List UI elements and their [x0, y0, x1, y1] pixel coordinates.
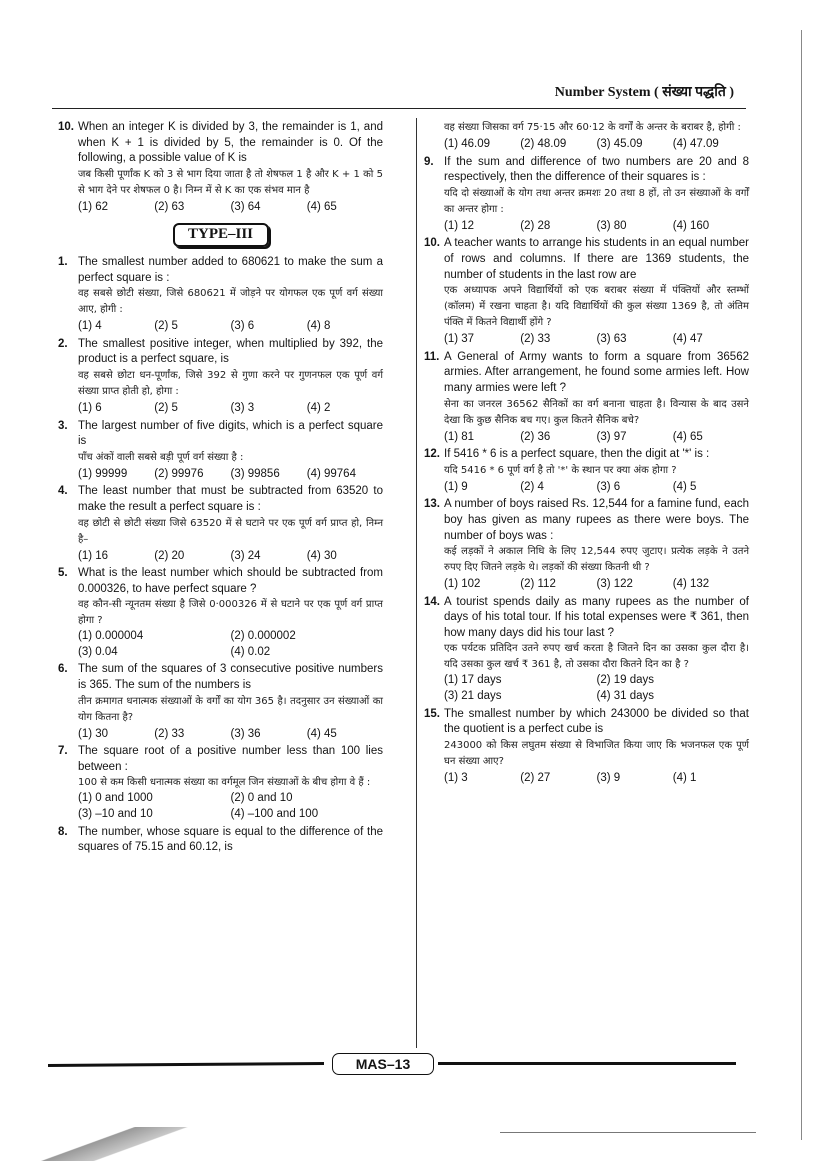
scan-artifact [28, 1127, 198, 1161]
question-text-hindi: वह कौन-सी न्यूनतम संख्या है जिसे 0·000326 में से घटाने पर एक पूर्ण वर्ग प्राप्त होगा ? [78, 599, 383, 627]
option: (1) 62 [78, 200, 109, 213]
option: (1) 17 days [444, 674, 502, 687]
question-text-hindi: 243000 को किस लघुतम संख्या से विभाजित किया जाए कि भजनफल एक पूर्ण घन संख्या आए? [444, 739, 749, 767]
option: (4) 1 [672, 771, 697, 784]
option: (4) 132 [672, 578, 710, 591]
question-item [58, 419, 383, 483]
option: (1) 102 [444, 578, 481, 591]
option: (3) 80 [596, 219, 627, 232]
question-number: 2. [58, 337, 68, 350]
question-text-english: The sum of the squares of 3 consecutive positive numbers is 365. The sum of the numbers is [78, 663, 383, 692]
option: (2) 99976 [154, 467, 204, 480]
option: (1) 99999 [78, 467, 128, 480]
options-row [78, 467, 383, 483]
question-text-english: The least number that must be subtracted from 63520 to make the result a perfect square is : [78, 485, 383, 513]
options-row [78, 319, 383, 335]
question-text-hindi: जब किसी पूर्णांक K को 3 से भाग दिया जाता है तो शेषफल 1 है और K + 1 को 5 से भाग देने पर शेषफल 0 है। निम्न में से K का एक संभव मान है [78, 168, 383, 196]
question-text-english: When an integer K is divided by 3, the remainder is 1, and when K + 1 is divided by 5, the remainder is 0. Of the following, a possible value of K is [78, 121, 383, 165]
option: (2) 112 [520, 578, 556, 591]
question-item [424, 447, 749, 495]
option: (4) 0.02 [230, 645, 271, 658]
option: (3) 24 [230, 549, 261, 562]
question-number: 6. [58, 663, 68, 676]
question-text-english: The smallest number by which 243000 be divided so that the quotient is a perfect cube is [444, 707, 749, 736]
option: (2) 33 [520, 333, 551, 346]
option: (4) 160 [672, 219, 710, 232]
option: (4) 99764 [306, 467, 356, 480]
left-pre-questions [58, 120, 383, 215]
question-number: 14. [424, 595, 440, 608]
option: (3) 21 days [444, 690, 502, 703]
option: (3) 63 [596, 333, 627, 346]
option: (3) 36 [230, 727, 261, 740]
options-row [444, 430, 749, 446]
page-number: MAS–13 [332, 1053, 434, 1075]
question-text-hindi: वह सबसे छोटा धन-पूर्णांक, जिसे 392 से गुणा करने पर गुणनफल एक पूर्ण वर्ग संख्या प्राप्त होती हो, होगा : [78, 369, 383, 397]
option: (4) 5 [672, 480, 697, 493]
option: (3) 6 [596, 480, 621, 493]
option: (2) 36 [520, 430, 551, 443]
options-grid [444, 673, 749, 704]
question-number: 8. [58, 825, 68, 838]
question-number: 1. [58, 255, 68, 268]
options-row [444, 480, 749, 496]
question-text-english: The smallest positive integer, when multiplied by 392, the product is a perfect square, is [78, 337, 383, 366]
options-row [78, 549, 383, 565]
question-number: 10. [424, 237, 440, 250]
question-text-english: A tourist spends daily as many rupees as the number of days of his total tour. If his total expenses were ₹ 361, then how many days did his tour last ? [444, 595, 749, 639]
question-item [424, 497, 749, 592]
options-row [444, 332, 749, 348]
option: (4) 30 [306, 549, 337, 562]
option: (3) 99856 [230, 467, 280, 480]
question-item [424, 707, 749, 787]
question-text-english: What is the least number which should be subtracted from 0.000326, to have perfect square ? [78, 567, 383, 595]
option: (1) 0 and 1000 [78, 792, 153, 805]
bottom-rule [500, 1132, 756, 1133]
option: (2) 4 [520, 480, 544, 493]
options-grid [78, 629, 383, 660]
question-item [58, 744, 383, 822]
question-text-hindi: एक अध्यापक अपने विद्यार्थियों को एक बराबर संख्या में पंक्तियों और स्तम्भों (कॉलम) में रखना चाहता है। यदि विद्यार्थियों की कुल संख्या 1369 है, तो अंतिम पंक्ति में कितने विद्यार्थी होंगे ? [444, 285, 749, 329]
option: (2) 20 [154, 549, 185, 562]
question-number: 15. [424, 707, 440, 720]
option: (1) 30 [78, 727, 109, 740]
option: (2) 5 [154, 401, 178, 414]
option: (1) 37 [444, 333, 475, 346]
option: (3) 97 [596, 430, 627, 443]
option: (1) 16 [78, 549, 109, 562]
scan-edge [801, 30, 802, 1140]
question-item [424, 120, 749, 153]
option: (4) 8 [306, 320, 331, 333]
option: (4) 45 [306, 727, 337, 740]
question-text-english: A number of boys raised Rs. 12,544 for a famine fund, each boy has given as many rupees as there were boys. The number of boys was : [444, 498, 749, 542]
question-text-english: The largest number of five digits, which is a perfect square is [78, 419, 383, 448]
options-row [444, 771, 749, 787]
question-text-hindi: वह छोटी से छोटी संख्या जिसे 63520 में से घटाने पर एक पूर्ण वर्ग प्राप्त हो, निम्न है– [78, 517, 383, 545]
question-text-hindi: यदि दो संख्याओं के योग तथा अन्तर क्रमशः 20 तथा 8 हों, तो उन संख्याओं के वर्गों का अन्तर होगा : [444, 187, 749, 215]
question-number: 5. [58, 567, 68, 580]
question-number: 12. [424, 448, 440, 461]
options-row [78, 727, 383, 743]
question-text-hindi: वह सबसे छोटी संख्या, जिसे 680621 में जोड़ने पर योगफल एक पूर्ण वर्ग संख्या आए, होगी : [78, 288, 383, 316]
option: (2) 0 and 10 [230, 792, 293, 805]
option: (1) 3 [444, 771, 468, 784]
option: (4) 47.09 [672, 138, 719, 150]
option: (3) 3 [230, 401, 255, 414]
question-item [424, 155, 749, 235]
options-row [78, 200, 383, 216]
question-text-english: A General of Army wants to form a square from 36562 armies. After arrangement, he found some armies left. How many armies were left ? [444, 350, 749, 394]
option: (2) 33 [154, 727, 185, 740]
option: (1) 9 [444, 480, 468, 493]
footer-rule-left [48, 1062, 324, 1067]
option: (4) 47 [672, 333, 703, 346]
question-text-english: If 5416 * 6 is a perfect square, then the digit at '*' is : [444, 448, 710, 461]
right-questions [424, 120, 749, 786]
question-number: 10. [58, 121, 74, 133]
option: (1) 6 [78, 401, 102, 414]
option: (2) 28 [520, 219, 551, 232]
question-number: 11. [424, 350, 440, 363]
question-text-hindi: तीन क्रमागत धनात्मक संख्याओं के वर्गों का योग 365 है। तदनुसार उन संख्याओं का योग कितना है? [78, 695, 383, 723]
option: (1) 0.000004 [78, 630, 144, 643]
option: (1) 81 [444, 430, 475, 443]
option: (3) 45.09 [596, 138, 643, 150]
right-column [424, 120, 749, 788]
option: (1) 12 [444, 219, 475, 232]
option: (4) 65 [672, 430, 703, 443]
option: (1) 46.09 [444, 138, 491, 150]
option: (4) –100 and 100 [230, 808, 319, 821]
type-heading: TYPE–III [173, 223, 269, 247]
option: (2) 27 [520, 771, 551, 784]
question-text-english: The square root of a positive number less than 100 lies between : [78, 745, 383, 773]
option: (3) –10 and 10 [78, 808, 153, 821]
question-item [424, 595, 749, 705]
option: (3) 122 [596, 578, 633, 591]
question-number: 13. [424, 498, 440, 511]
question-text-hindi: यदि 5416 * 6 पूर्ण वर्ग है तो '*' के स्थान पर क्या अंक होगा ? [444, 464, 677, 476]
question-item [424, 350, 749, 445]
question-item [58, 566, 383, 660]
option: (4) 65 [306, 200, 337, 213]
question-item [58, 255, 383, 335]
question-text-english: The number, whose square is equal to the difference of the squares of 75.15 and 60.12, is [78, 825, 383, 854]
question-text-hindi: 100 से कम किसी धनात्मक संख्या का वर्गमूल जिन संख्याओं के बीच होगा वे हैं : [78, 777, 371, 789]
question-number: 9. [424, 155, 434, 168]
question-text-hindi: कई लड़कों ने अकाल निधि के लिए 12,544 रुपए जुटाए। प्रत्येक लड़के ने उतने रुपए दिए जितने लड़के थे। लड़कों की संख्या कितनी थी ? [444, 546, 749, 574]
question-number: 4. [58, 485, 68, 498]
question-item [58, 662, 383, 742]
question-text-english: The smallest number added to 680621 to make the sum a perfect square is : [78, 255, 383, 284]
option: (2) 19 days [596, 674, 655, 687]
column-divider [416, 118, 417, 1048]
question-text-english: If the sum and difference of two numbers are 20 and 8 respectively, then the difference of their squares is : [444, 155, 749, 184]
option: (3) 64 [230, 200, 261, 213]
option: (1) 4 [78, 320, 102, 333]
options-row [444, 577, 749, 593]
question-number: 3. [58, 419, 68, 432]
option: (2) 0.000002 [230, 630, 296, 643]
options-row [78, 401, 383, 417]
option: (2) 63 [154, 200, 185, 213]
question-text-hindi: पाँच अंकों वाली सबसे बड़ी पूर्ण वर्ग संख्या है : [78, 451, 244, 463]
option: (2) 48.09 [520, 138, 567, 150]
left-column [58, 120, 383, 858]
question-text-hindi: वह संख्या जिसका वर्ग 75·15 और 60·12 के वर्गों के अन्तर के बराबर है, होगी : [444, 122, 741, 133]
page-title: Number System ( संख्या पद्धति ) [554, 85, 734, 100]
footer-rule-right [438, 1062, 736, 1065]
question-text-english: A teacher wants to arrange his students in an equal number of rows and columns. If there are 1369 students, the number of students in the last row are [444, 237, 749, 281]
question-text-hindi: सेना का जनरल 36562 सैनिकों का वर्ग बनाना चाहता है। विन्यास के बाद उसने देखा कि कुछ सैनिक बच गए। कुल कितने सैनिक बचे? [444, 398, 749, 426]
left-questions [58, 255, 383, 856]
options-row [444, 219, 749, 235]
option: (3) 9 [596, 771, 621, 784]
question-item [58, 337, 383, 417]
option: (2) 5 [154, 320, 178, 333]
question-text-hindi: एक पर्यटक प्रतिदिन उतने रुपए खर्च करता है जितने दिन का उसका कुल दौरा है। यदि उसका कुल खर्च ₹ 361 है, तो उसका दौरा कितने दिन का है ? [444, 643, 749, 671]
options-row [444, 137, 749, 153]
question-item [58, 120, 383, 215]
question-number: 7. [58, 745, 68, 758]
question-item [424, 236, 749, 347]
option: (3) 0.04 [78, 645, 118, 658]
option: (4) 2 [306, 401, 331, 414]
question-item [58, 484, 383, 564]
question-item [58, 825, 383, 856]
options-grid [78, 791, 383, 822]
header-rule [52, 108, 746, 109]
option: (4) 31 days [596, 690, 655, 703]
option: (3) 6 [230, 320, 255, 333]
